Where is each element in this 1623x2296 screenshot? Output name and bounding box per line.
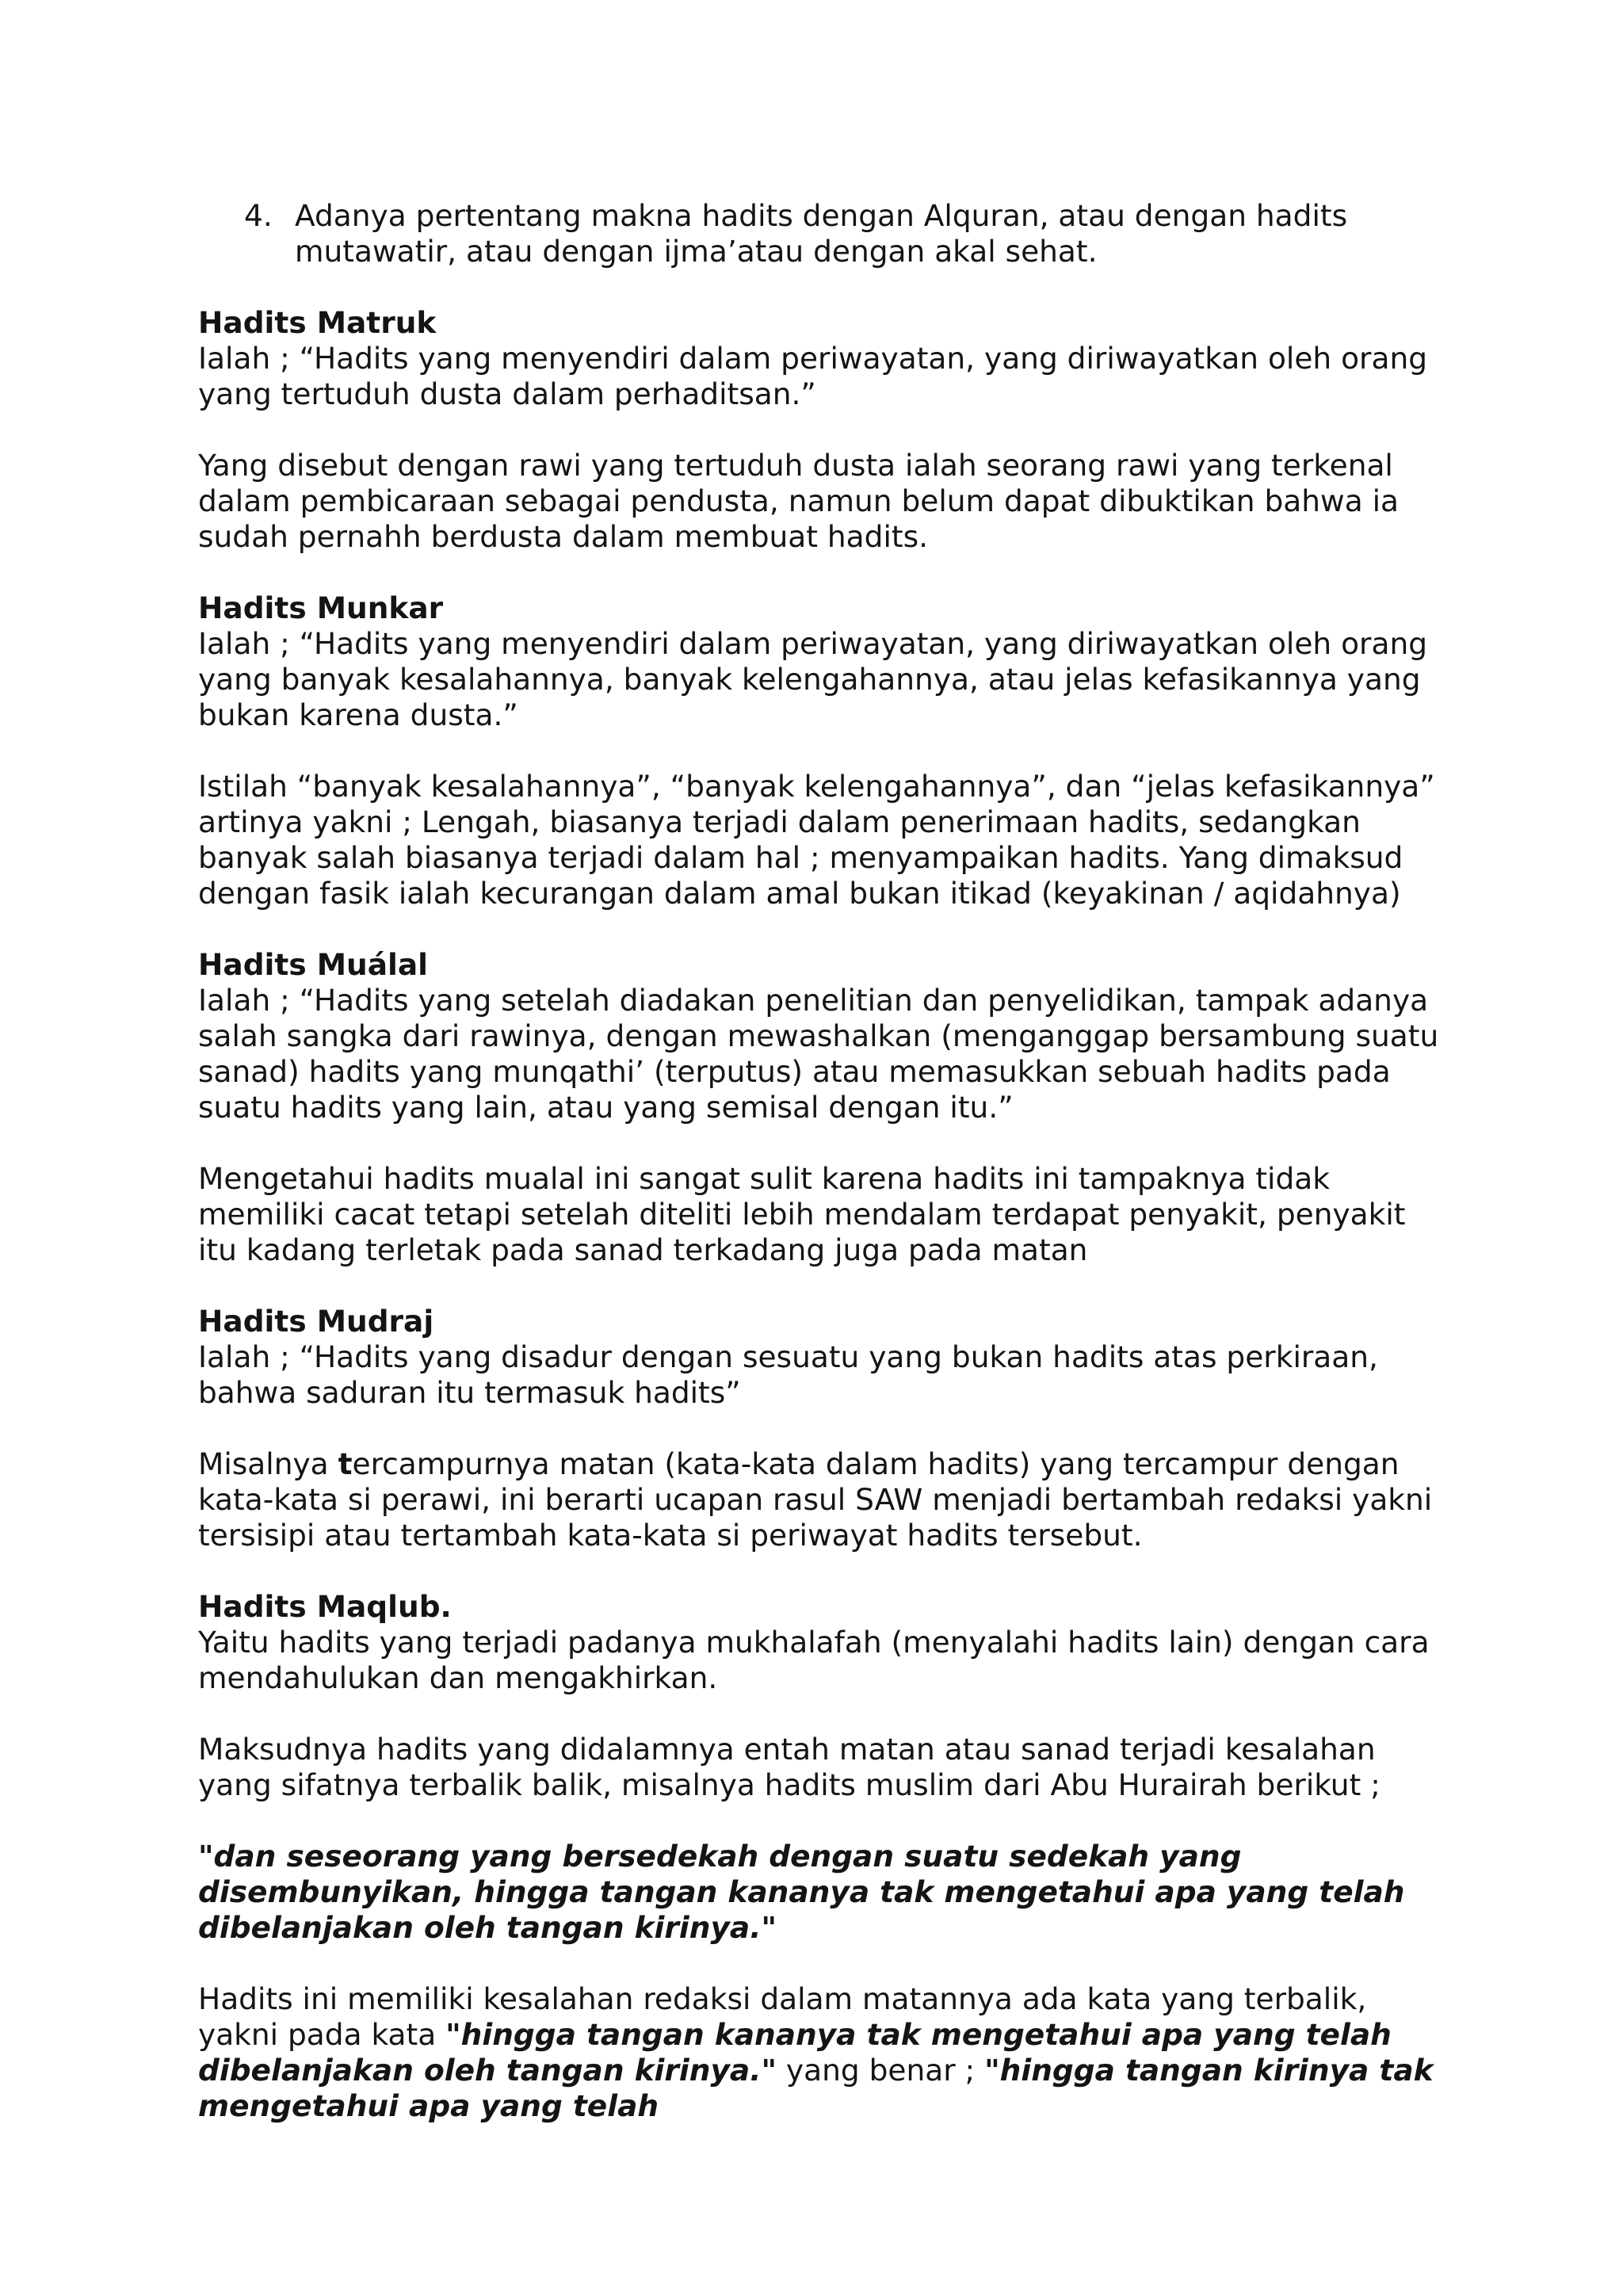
paragraph-mualal: Mengetahui hadits mualal ini sangat sulit karena hadits ini tampaknya tidak memiliki cacat tetapi setelah diteliti lebih mendalam terdapat penyakit, penyakit itu kadang terletak pada sanad terkadang juga pada matan: [198, 1161, 1406, 1267]
list-item: [244, 198, 1450, 269]
list-text: Adanya pertentang makna hadits dengan Alquran, atau dengan hadits mutawatir, atau dengan ijma’atau dengan akal sehat.: [295, 198, 1348, 269]
heading-matruk: Hadits Matruk: [198, 305, 437, 340]
definition-matruk: Ialah ; “Hadits yang menyendiri dalam periwayatan, yang diriwayatkan oleh orang yang tertuduh dusta dalam perhaditsan.”: [198, 341, 1428, 411]
paragraph-mudraj-start: Misalnya: [198, 1446, 338, 1481]
paragraph-mudraj: [198, 1446, 1450, 1553]
definition-mudraj: Ialah ; “Hadits yang disadur dengan sesuatu yang bukan hadits atas perkiraan, bahwa saduran itu termasuk hadits”: [198, 1339, 1378, 1410]
last-text-2: yang benar ;: [777, 2053, 985, 2088]
hadith-quote: "dan seseorang yang bersedekah dengan suatu sedekah yang disembunyikan, hingga tangan kananya tak mengetahui apa yang telah dibelanjakan oleh tangan kirinya.": [198, 1839, 1405, 1945]
definition-munkar: Ialah ; “Hadits yang menyendiri dalam periwayatan, yang diriwayatkan oleh orang yang banyak kesalahannya, banyak kelengahannya, atau jelas kefasikannya yang bukan karena dusta.”: [198, 626, 1428, 732]
heading-mudraj: Hadits Mudraj: [198, 1304, 434, 1339]
last-quote-1: "hingga tangan kananya tak mengetahui apa yang telah dibelanjakan oleh tangan kirinya.": [198, 2017, 1392, 2088]
heading-mualal: Hadits Muálal: [198, 947, 429, 982]
paragraph-matruk: Yang disebut dengan rawi yang tertuduh dusta ialah seorang rawi yang terkenal dalam pembicaraan sebagai pendusta, namun belum dapat dibuktikan bahwa ia sudah pernahh berdusta dalam membuat hadits.: [198, 448, 1400, 554]
paragraph-maqlub-last: [198, 1981, 1450, 2124]
last-quote-2: "hingga tangan kirinya tak mengetahui apa yang telah: [198, 2053, 1434, 2123]
heading-munkar: Hadits Munkar: [198, 590, 444, 625]
document-page: [198, 198, 1450, 2124]
bold-letter: t: [338, 1446, 353, 1481]
last-text-1: Hadits ini memiliki kesalahan redaksi dalam matannya ada kata yang terbalik, yakni pada kata: [198, 1981, 1367, 2052]
list-number: 4.: [244, 198, 273, 233]
paragraph-maqlub: Maksudnya hadits yang didalamnya entah matan atau sanad terjadi kesalahan yang sifatnya terbalik balik, misalnya hadits muslim dari Abu Hurairah berikut ;: [198, 1732, 1381, 1802]
definition-maqlub: Yaitu hadits yang terjadi padanya mukhalafah (menyalahi hadits lain) dengan cara mendahulukan dan mengakhirkan.: [198, 1625, 1430, 1695]
heading-maqlub: Hadits Maqlub.: [198, 1589, 452, 1624]
definition-mualal: Ialah ; “Hadits yang setelah diadakan penelitian dan penyelidikan, tampak adanya salah sangka dari rawinya, dengan mewashalkan (menganggap bersambung suatu sanad) hadits yang munqathi’ (terputus) atau memasukkan sebuah hadits pada suatu hadits yang lain, atau yang semisal dengan itu.”: [198, 983, 1439, 1125]
paragraph-munkar: Istilah “banyak kesalahannya”, “banyak kelengahannya”, dan “jelas kefasikannya” artinya yakni ; Lengah, biasanya terjadi dalam penerimaan hadits, sedangkan banyak salah biasanya terjadi dalam hal ; menyampaikan hadits. Yang dimaksud dengan fasik ialah kecurangan dalam amal bukan itikad (keyakinan / aqidahnya): [198, 769, 1435, 911]
paragraph-mudraj-rest: ercampurnya matan (kata-kata dalam hadits) yang tercampur dengan kata-kata si perawi, ini berarti ucapan rasul SAW menjadi bertambah redaksi yakni tersisipi atau tertambah kata-kata si periwayat hadits tersebut.: [198, 1446, 1433, 1553]
